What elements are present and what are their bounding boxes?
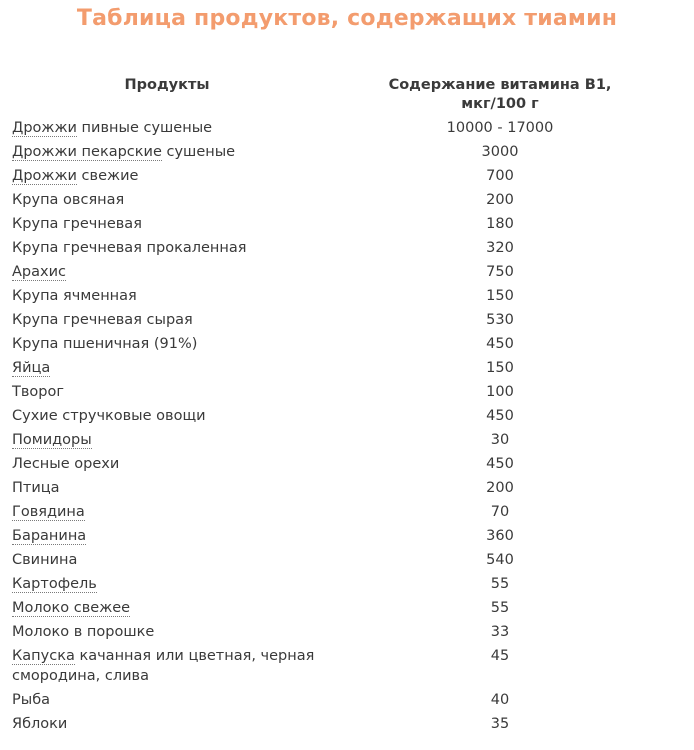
table-row (0, 118, 694, 142)
product-name (12, 142, 342, 162)
column-header-vitamin-b1-line1: Содержание витамина B1, (388, 77, 612, 93)
product-name (12, 118, 342, 138)
vitamin-b1-value: 35 (490, 716, 510, 732)
product-name (12, 214, 342, 234)
product-link[interactable]: Баранина (12, 528, 87, 544)
vitamin-b1-value: 180 (486, 216, 514, 232)
product-name (12, 190, 342, 210)
vitamin-b1-value: 3000 (481, 144, 519, 160)
table-row (0, 166, 694, 190)
vitamin-b1-value: 750 (486, 264, 514, 280)
product-name (12, 166, 342, 186)
table-row (0, 406, 694, 430)
vitamin-b1-value: 45 (490, 648, 510, 664)
product-name-text: пивные сушеные (76, 120, 213, 136)
product-link[interactable]: Молоко свежее (12, 600, 131, 616)
product-name (12, 406, 342, 426)
table-row (0, 190, 694, 214)
table-row (0, 262, 694, 286)
vitamin-b1-value: 450 (486, 336, 514, 352)
table-row (0, 574, 694, 598)
product-name-text: Яблоки (12, 716, 68, 732)
vitamin-b1-value: 30 (490, 432, 510, 448)
product-name (12, 334, 342, 354)
product-name (12, 622, 342, 642)
product-name-text: Крупа ячменная (12, 288, 137, 304)
column-header-vitamin-b1-line2: мкг/100 г (461, 96, 539, 112)
table-row (0, 142, 694, 166)
vitamin-b1-value: 10000 - 17000 (446, 120, 554, 136)
vitamin-b1-value: 450 (486, 456, 514, 472)
product-link[interactable]: Дрожжи пекарские (12, 144, 162, 160)
vitamin-b1-value: 55 (490, 576, 510, 592)
vitamin-b1-value: 200 (486, 480, 514, 496)
table-row (0, 454, 694, 478)
product-name-text: Свинина (12, 552, 78, 568)
vitamin-b1-value: 40 (490, 692, 510, 708)
vitamin-b1-value: 450 (486, 408, 514, 424)
product-name (12, 690, 342, 710)
product-name-text: качанная или цветная, черная смородина, слива (12, 648, 315, 684)
product-name (12, 238, 342, 258)
product-name (12, 430, 342, 450)
table-row (0, 690, 694, 714)
product-name (12, 382, 342, 402)
product-name-text: Лесные орехи (12, 456, 120, 472)
product-link[interactable]: Арахис (12, 264, 66, 280)
product-name-text: свежие (76, 168, 139, 184)
table-row (0, 622, 694, 646)
table-row (0, 286, 694, 310)
column-header-vitamin-b1 (360, 76, 640, 114)
product-name-text: Крупа гречневая сырая (12, 312, 193, 328)
vitamin-b1-value: 150 (486, 288, 514, 304)
product-name-text: Крупа гречневая прокаленная (12, 240, 247, 256)
table-row (0, 358, 694, 382)
product-name (12, 262, 342, 282)
table-row (0, 714, 694, 738)
product-name-text: Сухие стручковые овощи (12, 408, 206, 424)
product-name (12, 454, 342, 474)
product-name-text: Творог (12, 384, 64, 400)
product-name (12, 478, 342, 498)
product-name (12, 646, 342, 686)
table-row (0, 310, 694, 334)
product-link[interactable]: Дрожжи (12, 168, 77, 184)
page-title: Таблица продуктов, содержащих тиамин (76, 6, 618, 31)
vitamin-b1-value: 70 (490, 504, 510, 520)
table-row (0, 238, 694, 262)
product-name-text: Рыба (12, 692, 51, 708)
product-name (12, 550, 342, 570)
product-name (12, 714, 342, 734)
vitamin-b1-value: 200 (486, 192, 514, 208)
vitamin-b1-value: 320 (486, 240, 514, 256)
product-link[interactable]: Яйца (12, 360, 51, 376)
table-row (0, 598, 694, 622)
table-row (0, 430, 694, 454)
product-link[interactable]: Говядина (12, 504, 85, 520)
product-name (12, 358, 342, 378)
product-link[interactable]: Дрожжи (12, 120, 77, 136)
product-link[interactable]: Помидоры (12, 432, 92, 448)
table-row (0, 214, 694, 238)
product-name (12, 286, 342, 306)
product-name (12, 310, 342, 330)
vitamin-b1-value: 700 (486, 168, 514, 184)
product-name (12, 574, 342, 594)
vitamin-b1-value: 360 (486, 528, 514, 544)
vitamin-b1-value: 540 (486, 552, 514, 568)
product-name-text: Крупа гречневая (12, 216, 142, 232)
vitamin-b1-value: 150 (486, 360, 514, 376)
product-name-text: Крупа пшеничная (91%) (12, 336, 198, 352)
product-name-text: Птица (12, 480, 60, 496)
vitamin-b1-value: 33 (490, 624, 510, 640)
vitamin-b1-value: 100 (486, 384, 514, 400)
table-row (0, 550, 694, 574)
column-header-products: Продукты (124, 77, 210, 93)
table-row (0, 478, 694, 502)
product-name (12, 502, 342, 522)
product-name-text: Крупа овсяная (12, 192, 125, 208)
product-name (12, 598, 342, 618)
products-table (0, 118, 694, 738)
product-name (12, 526, 342, 546)
product-link[interactable]: Картофель (12, 576, 97, 592)
product-name-text: Молоко в порошке (12, 624, 155, 640)
vitamin-b1-value: 530 (486, 312, 514, 328)
table-row (0, 502, 694, 526)
vitamin-b1-value: 55 (490, 600, 510, 616)
table-row (0, 382, 694, 406)
product-link[interactable]: Капуска (12, 648, 75, 664)
table-row (0, 526, 694, 550)
table-row (0, 646, 694, 690)
product-name-text: сушеные (161, 144, 236, 160)
table-row (0, 334, 694, 358)
